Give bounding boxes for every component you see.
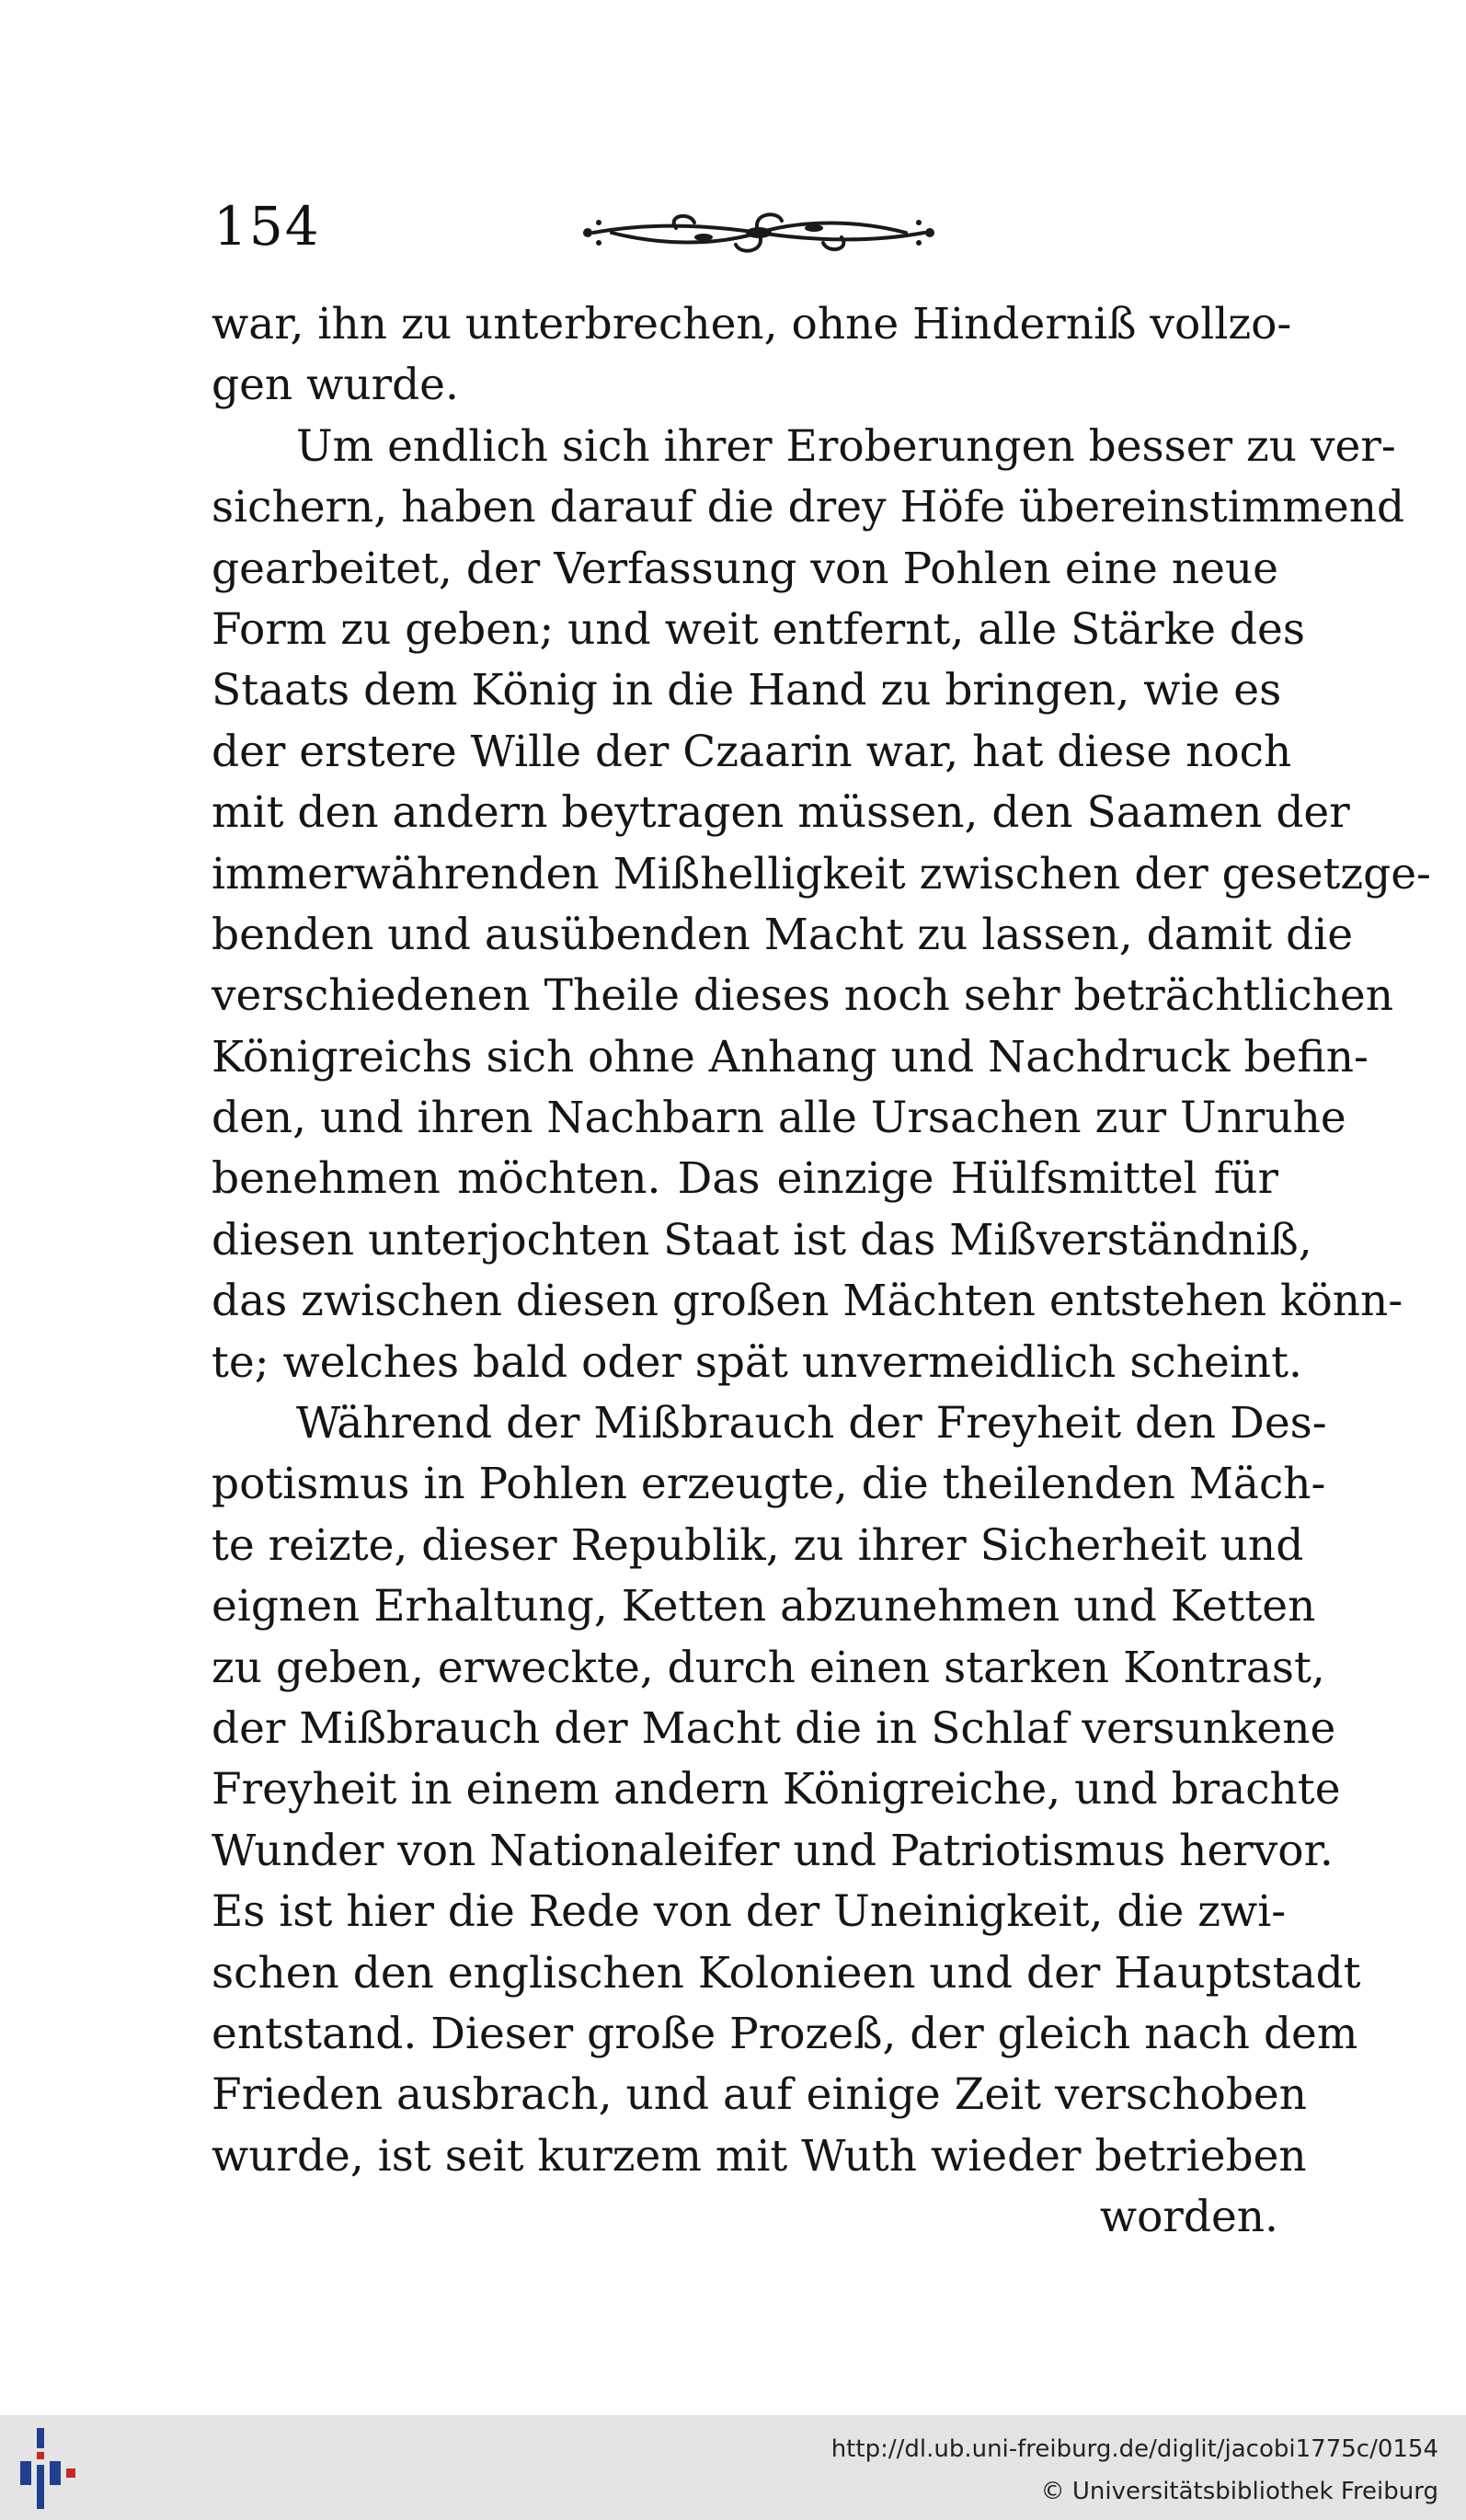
text-line: Freyheit in einem andern Königreiche, und brachte [212,1764,1341,1816]
text-line: zu geben, erweckte, durch einen starken Kontrast, [212,1642,1325,1693]
text-line: benden und ausübenden Macht zu lassen, damit die [212,909,1354,960]
text-line: Während der Mißbrauch der Freyheit den Des- [296,1398,1327,1449]
body-text [212,294,1431,2249]
source-url[interactable]: http://dl.ub.uni-freiburg.de/diglit/jacobi1775c/0154 [830,2435,1438,2463]
text-line: verschiedenen Theile dieses noch sehr beträchtlichen [212,970,1393,1022]
text-line: Frieden ausbrach, und auf einige Zeit verschoben [212,2069,1308,2121]
text-line: Es ist hier die Rede von der Uneinigkeit, die zwi- [212,1886,1287,1938]
footer-bar [0,2415,1466,2520]
text-line: der Mißbrauch der Macht die in Schlaf versunkene [212,1702,1336,1754]
text-line: war, ihn zu unterbrechen, ohne Hinderniß vollzo- [212,299,1292,349]
text-line: Form zu geben; und weit entfernt, alle Stärke des [212,603,1305,655]
text-line: mit den andern beytragen müssen, den Saamen der [212,787,1350,839]
text-line: te; welches bald oder spät unvermeidlich scheint. [212,1336,1302,1388]
text-line: diesen unterjochten Staat ist das Mißverständniß, [212,1214,1312,1266]
text-line: te reizte, dieser Republik, zu ihrer Sicherheit und [212,1519,1304,1571]
text-line: den, und ihren Nachbarn alle Ursachen zur Unruhe [212,1093,1346,1144]
text-line: schen den englischen Kolonieen und der Hauptstadt [212,1947,1361,1999]
text-line: potismus in Pohlen erzeugte, die theilenden Mäch- [212,1459,1326,1510]
copyright-notice: © Universitätsbibliothek Freiburg [1040,2478,1438,2505]
page-number: 154 [213,195,321,258]
text-line: gearbeitet, der Verfassung von Pohlen eine neue [212,543,1278,594]
text-line: der erstere Wille der Czaarin war, hat diese noch [212,726,1292,777]
text-line: Staats dem König in die Hand zu bringen, wie es [212,665,1282,716]
text-line: benehmen möchten. Das einzige Hülfsmittel für [212,1153,1278,1205]
text-line: gen wurde. [212,360,459,411]
text-line: Königreichs sich ohne Anhang und Nachdruck befin- [212,1031,1369,1082]
text-line: sichern, haben darauf die drey Höfe übereinstimmend [212,482,1405,533]
text-line: Um endlich sich ihrer Eroberungen besser zu ver- [296,420,1396,472]
text-line: entstand. Dieser große Prozeß, der gleich nach dem [212,2008,1358,2059]
text-line: eignen Erhaltung, Ketten abzunehmen und Ketten [212,1581,1316,1632]
text-line: Wunder von Nationaleifer und Patriotismus hervor. [212,1825,1334,1876]
ub-freiburg-logo-icon [17,2424,90,2513]
text-line: wurde, ist seit kurzem mit Wuth wieder betrieben [212,2130,1307,2182]
floral-ornament-icon [575,204,943,261]
text-line: immerwährenden Mißhelligkeit zwischen der gesetzge- [212,848,1431,899]
text-line: das zwischen diesen großen Mächten entstehen könn- [212,1276,1403,1327]
text-line: worden. [1099,2192,1278,2243]
